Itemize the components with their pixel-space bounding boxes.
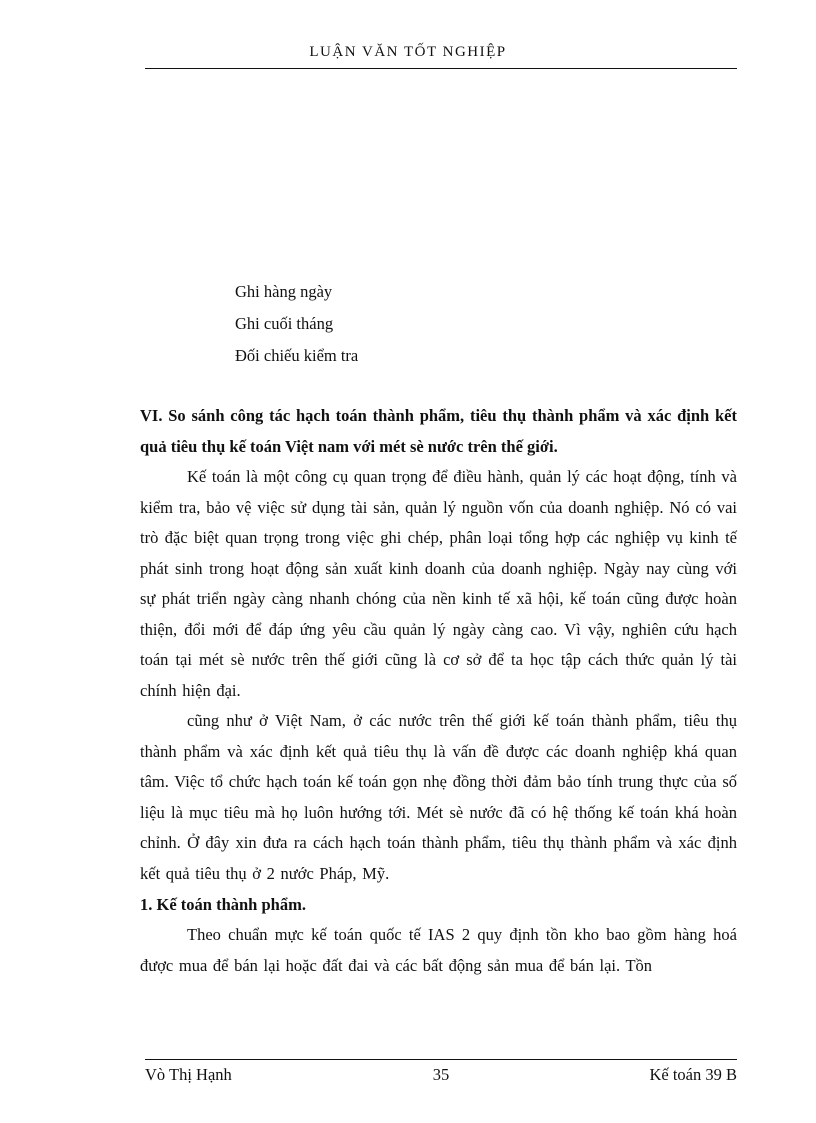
page-footer — [145, 1065, 737, 1085]
footer-author: Vò Thị Hạnh — [145, 1065, 232, 1084]
page-header-title: LUẬN VĂN TỐT NGHIỆP — [309, 44, 507, 60]
footer-class-label: Kế toán 39 B — [649, 1065, 737, 1084]
header-divider — [145, 68, 737, 69]
legend-block — [235, 276, 737, 372]
paragraph-1: Kế toán là một công cụ quan trọng để điều hành, quản lý các hoạt động, tính và kiểm tra, bảo vệ việc sử dụng tài sản, quản lý nguồn vốn của doanh nghiệp. Nó có vai trò đặc biệt quan trọng trong việc ghi chép, phân loại tổng hợp các nghiệp vụ kinh tế phát sinh trong hoạt động sản xuất kinh doanh của doanh nghiệp. Ngày nay cùng với sự phát triển ngày càng nhanh chóng của nền kinh tế xã hội, kế toán cũng được hoàn thiện, đổi mới để đáp ứng yêu cầu quản lý ngày càng cao. Vì vậy, nghiên cứu hạch toán tại mét sè nước trên thế giới cũng là cơ sở để ta học tập cách thức quản lý tài chính hiện đại. — [140, 467, 737, 700]
section-1-heading: 1. Kế toán thành phẩm. — [140, 895, 306, 914]
footer-divider — [145, 1059, 737, 1060]
legend-item-daily: Ghi hàng ngày — [235, 282, 333, 301]
paragraph-2: cũng như ở Việt Nam, ở các nước trên thế giới kế toán thành phẩm, tiêu thụ thành phẩm và xác định kết quả tiêu thụ là vấn đề được các doanh nghiệp khá quan tâm. Việc tổ chức hạch toán kế toán gọn nhẹ đồng thời đảm bảo tính trung thực của số liệu là mục tiêu mà họ luôn hướng tới. Mét sè nước đã có hệ thống kế toán khá hoàn chỉnh. Ở đây xin đưa ra cách hạch toán thành phẩm, tiêu thụ thành phẩm và xác định kết quả tiêu thụ ở 2 nước Pháp, Mỹ. — [140, 711, 737, 883]
document-body — [140, 276, 737, 981]
paragraph-3: Theo chuẩn mực kế toán quốc tế IAS 2 quy định tồn kho bao gồm hàng hoá được mua để bán lại hoặc đất đai và các bất động sản mua để bán lại. Tồn — [140, 925, 737, 975]
footer-page-number: 35 — [432, 1065, 450, 1084]
legend-item-monthly: Ghi cuối tháng — [235, 314, 334, 333]
section-vi-heading: VI. So sánh công tác hạch toán thành phẩm, tiêu thụ thành phẩm và xác định kết quả tiêu thụ kế toán Việt nam với mét sè nước trên thế giới. — [140, 406, 737, 456]
legend-item-reconcile: Đối chiếu kiểm tra — [235, 346, 359, 365]
